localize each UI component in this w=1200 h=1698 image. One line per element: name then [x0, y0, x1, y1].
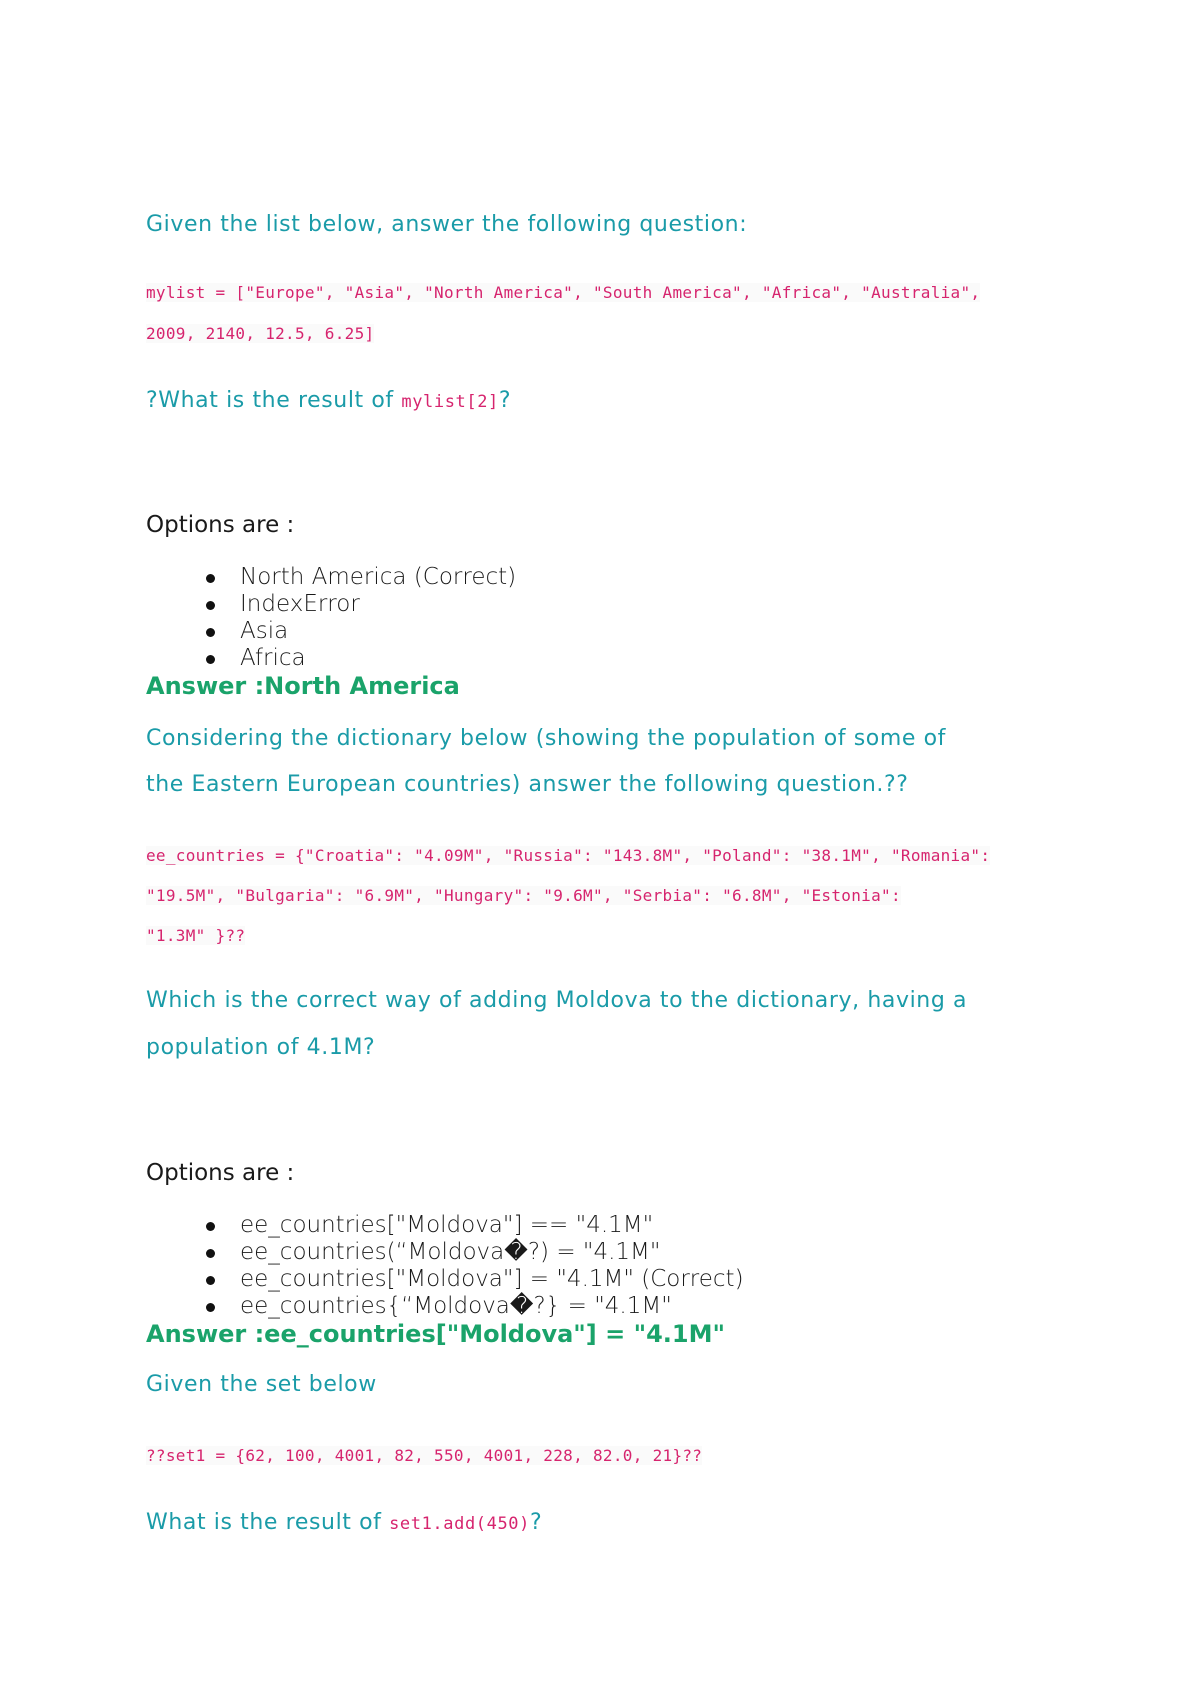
q3-question-suffix: ?	[529, 1510, 543, 1535]
q1-option-text: Africa	[240, 645, 306, 671]
q1-code-line-2: 2009, 2140, 12.5, 6.25]	[146, 324, 375, 343]
q1-option-text: North America (Correct)	[240, 564, 517, 590]
q2-option	[146, 1293, 744, 1320]
bullet-icon	[206, 1303, 215, 1312]
q1-option-text: IndexError	[240, 591, 360, 617]
q2-option-text: ee_countries["Moldova"] = "4.1M" (Correct)	[240, 1266, 744, 1292]
q2-options-heading: Options are :	[146, 1160, 295, 1186]
q3-code-line: ??set1 = {62, 100, 4001, 82, 550, 4001, 228, 82.0, 21}??	[146, 1446, 703, 1465]
bullet-icon	[206, 1249, 215, 1258]
q1-intro: Given the list below, answer the following question:	[146, 212, 748, 237]
q1-question-code: mylist[2]	[401, 392, 499, 412]
q1-question-suffix: ?	[498, 388, 512, 413]
q1-option	[146, 591, 516, 618]
q1-option	[146, 618, 516, 645]
q2-question-line-2: population of 4.1M?	[146, 1035, 376, 1060]
q2-option	[146, 1212, 744, 1239]
q2-question-line-1: Which is the correct way of adding Moldova to the dictionary, having a	[146, 988, 968, 1013]
q2-code-line-2: "19.5M", "Bulgaria": "6.9M", "Hungary": "9.6M", "Serbia": "6.8M", "Estonia":	[146, 886, 901, 905]
q2-option-text: ee_countries{“Moldova�?} = "4.1M"	[240, 1293, 672, 1319]
q1-question	[146, 388, 511, 413]
bullet-icon	[206, 601, 215, 610]
q1-option	[146, 564, 516, 591]
bullet-icon	[206, 628, 215, 637]
bullet-icon	[206, 1276, 215, 1285]
q2-option	[146, 1266, 744, 1293]
q2-answer: Answer :ee_countries["Moldova"] = "4.1M"	[146, 1320, 725, 1348]
bullet-icon	[206, 574, 215, 583]
q1-options-list	[146, 564, 516, 672]
q1-code-line-1: mylist = ["Europe", "Asia", "North America", "South America", "Africa", "Australia",	[146, 283, 981, 302]
q1-answer: Answer :North America	[146, 672, 460, 700]
q3-intro: Given the set below	[146, 1372, 377, 1397]
bullet-icon	[206, 655, 215, 664]
q2-code-line-1: ee_countries = {"Croatia": "4.09M", "Russia": "143.8M", "Poland": "38.1M", "Romania":	[146, 846, 991, 865]
q3-question	[146, 1510, 542, 1535]
q2-option-text: ee_countries["Moldova"] == "4.1M"	[240, 1212, 654, 1238]
q2-option-text: ee_countries(“Moldova�?) = "4.1M"	[240, 1239, 661, 1265]
q1-option	[146, 645, 516, 672]
q3-question-code: set1.add(450)	[389, 1514, 530, 1534]
bullet-icon	[206, 1222, 215, 1231]
q2-intro-line-1: Considering the dictionary below (showing the population of some of	[146, 726, 947, 751]
q2-options-list	[146, 1212, 744, 1320]
q1-question-prefix: ?What is the result of	[146, 388, 402, 413]
q2-code-line-3: "1.3M" }??	[146, 926, 246, 945]
q2-option	[146, 1239, 744, 1266]
q1-option-text: Asia	[240, 618, 289, 644]
q1-options-heading: Options are :	[146, 512, 295, 538]
q2-intro-line-2: the Eastern European countries) answer the following question.??	[146, 772, 909, 797]
q3-question-prefix: What is the result of	[146, 1510, 390, 1535]
